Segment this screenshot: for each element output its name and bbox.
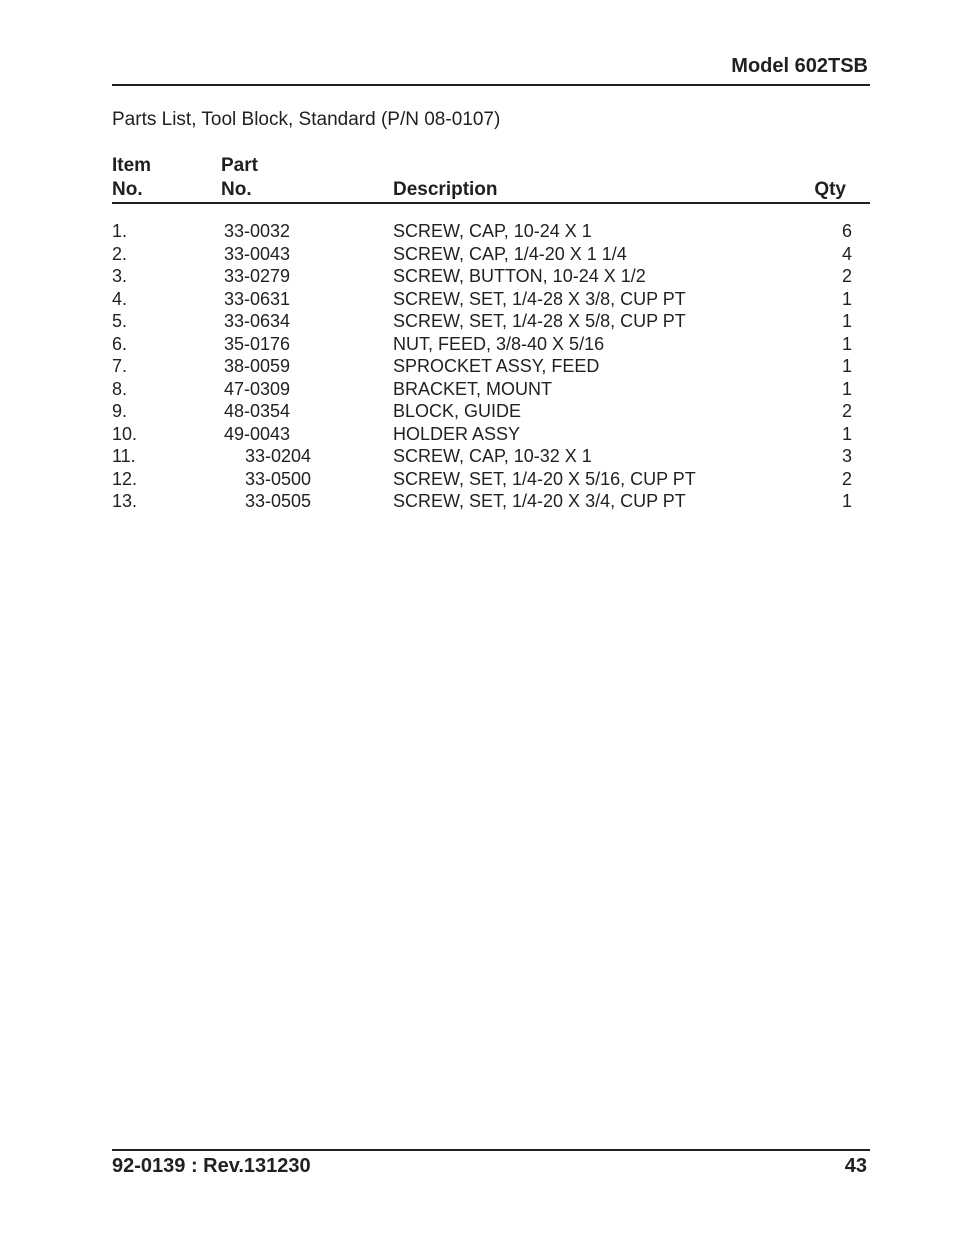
table-row	[0, 310, 954, 333]
parts-list-title: Parts List, Tool Block, Standard (P/N 08-0107)	[112, 109, 501, 130]
table-row	[0, 423, 954, 446]
item-number: 6.	[112, 333, 128, 354]
part-description: SCREW, BUTTON, 10-24 X 1/2	[393, 266, 646, 286]
table-row	[0, 445, 954, 468]
item-number: 3.	[112, 266, 128, 286]
item-number: 7.	[112, 356, 128, 376]
part-description: SCREW, CAP, 1/4-20 X 1 1/4	[393, 243, 627, 264]
document-revision: 92-0139 : Rev.131230	[112, 1155, 311, 1177]
part-description: HOLDER ASSY	[393, 423, 521, 444]
part-quantity: 2	[841, 401, 852, 421]
table-row	[0, 220, 954, 243]
part-quantity: 2	[841, 266, 852, 286]
part-description: SCREW, SET, 1/4-28 X 5/8, CUP PT	[393, 311, 686, 331]
part-number: 33-0279	[224, 266, 291, 286]
part-quantity: 1	[841, 378, 852, 399]
item-number: 12.	[112, 468, 138, 489]
column-header-description: Description	[393, 179, 498, 200]
table-header-rule	[112, 202, 870, 204]
table-row	[0, 333, 954, 356]
part-number: 48-0354	[224, 401, 291, 421]
part-number: 33-0043	[224, 243, 291, 264]
part-description: SCREW, CAP, 10-32 X 1	[393, 446, 592, 466]
part-number: 38-0059	[224, 356, 291, 376]
part-quantity: 3	[841, 446, 852, 466]
part-quantity: 4	[841, 243, 852, 264]
table-row	[0, 288, 954, 311]
part-description: SCREW, CAP, 10-24 X 1	[393, 221, 592, 241]
part-number: 33-0204	[245, 446, 312, 466]
table-row	[0, 468, 954, 491]
part-quantity: 1	[841, 423, 852, 444]
part-quantity: 1	[841, 356, 852, 376]
part-number: 33-0032	[224, 221, 291, 241]
part-quantity: 1	[841, 491, 852, 511]
table-row	[0, 355, 954, 378]
model-title: Model 602TSB	[731, 55, 868, 77]
parts-table	[0, 220, 954, 513]
part-number: 33-0505	[245, 491, 312, 511]
part-number: 49-0043	[224, 423, 291, 444]
column-header-part-line1: Part	[221, 155, 258, 176]
item-number: 4.	[112, 288, 128, 309]
item-number: 2.	[112, 243, 128, 264]
part-quantity: 6	[841, 221, 852, 241]
part-number: 33-0634	[224, 311, 291, 331]
footer-rule	[112, 1149, 870, 1151]
part-quantity: 1	[841, 311, 852, 331]
column-header-qty: Qty	[814, 179, 846, 200]
part-quantity: 1	[841, 333, 852, 354]
table-row	[0, 243, 954, 266]
item-number: 5.	[112, 311, 128, 331]
part-description: SCREW, SET, 1/4-20 X 3/4, CUP PT	[393, 491, 686, 511]
item-number: 8.	[112, 378, 128, 399]
header-rule	[112, 84, 870, 86]
part-description: SCREW, SET, 1/4-20 X 5/16, CUP PT	[393, 468, 696, 489]
part-description: NUT, FEED, 3/8-40 X 5/16	[393, 333, 605, 354]
item-number: 9.	[112, 401, 128, 421]
column-header-part-line2: No.	[221, 179, 252, 200]
table-row	[0, 265, 954, 288]
page-number: 43	[844, 1155, 867, 1177]
item-number: 11.	[112, 446, 136, 466]
table-row	[0, 490, 954, 513]
part-number: 35-0176	[224, 333, 291, 354]
column-header-item-line1: Item	[112, 155, 152, 176]
part-number: 33-0500	[245, 468, 312, 489]
part-quantity: 1	[841, 288, 852, 309]
table-row	[0, 400, 954, 423]
part-quantity: 2	[841, 468, 852, 489]
column-header-item-line2: No.	[112, 179, 143, 200]
table-row	[0, 378, 954, 401]
item-number: 1.	[112, 221, 128, 241]
part-number: 33-0631	[224, 288, 291, 309]
part-description: BLOCK, GUIDE	[393, 401, 522, 421]
part-description: SPROCKET ASSY, FEED	[393, 356, 600, 376]
part-number: 47-0309	[224, 378, 291, 399]
item-number: 10.	[112, 423, 138, 444]
item-number: 13.	[112, 491, 138, 511]
part-description: SCREW, SET, 1/4-28 X 3/8, CUP PT	[393, 288, 686, 309]
part-description: BRACKET, MOUNT	[393, 378, 553, 399]
